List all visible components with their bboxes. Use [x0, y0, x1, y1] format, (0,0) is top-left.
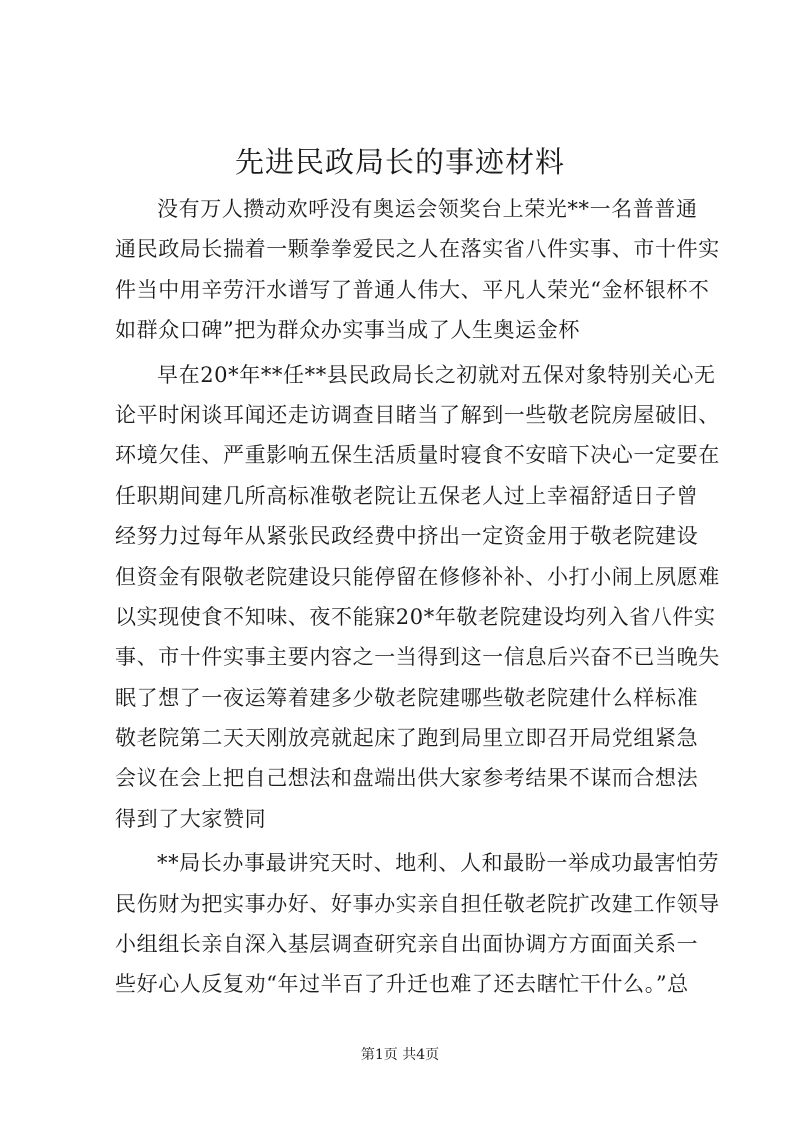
text-line: 没有万人攒动欢呼没有奥运会领奖台上荣光**一名普普通 — [157, 197, 698, 221]
text-line: 眠了想了一夜运筹着建多少敬老院建哪些敬老院建什么样标准 — [115, 685, 699, 710]
paragraph — [115, 355, 720, 840]
text-line: 但资金有限敬老院建设只能停留在修修补补、小打小闹上夙愿难 — [115, 564, 720, 589]
text-line: 早在20*年**任**县民政局长之初就对五保对象特别关心无 — [157, 362, 716, 387]
text-line: 如群众口碑”把为群众办实事当成了人生奥运金杯 — [115, 318, 580, 343]
text-line: 经努力过每年从紧张民政经费中挤出一定资金用于敬老院建设 — [115, 524, 699, 549]
text-line: **局长办事最讲究天时、地利、人和最盼一举成功最害怕劳 — [157, 851, 720, 876]
text-line: 事、市十件实事主要内容之一当得到这一信息后兴奋不已当晚失 — [115, 645, 720, 670]
paragraph — [115, 843, 720, 1005]
text-line: 环境欠佳、严重影响五保生活质量时寝食不安暗下决心一定要在 — [115, 443, 720, 468]
text-line: 任职期间建几所高标准敬老院让五保老人过上幸福舒适日子曾 — [115, 483, 699, 508]
paragraph — [115, 189, 720, 351]
text-line: 通民政局长揣着一颗拳拳爱民之人在落实省八件实事、市十件实 — [115, 237, 720, 262]
text-line: 件当中用辛劳汗水谱写了普通人伟大、平凡人荣光“金杯银杯不 — [115, 277, 710, 302]
text-line: 论平时闲谈耳闻还走访调查目睹当了解到一些敬老院房屋破旧、 — [115, 402, 720, 427]
text-line: 得到了大家赞同 — [115, 806, 267, 831]
text-line: 以实现使食不知味、夜不能寐20*年敬老院建设均列入省八件实 — [115, 604, 716, 629]
document-title: 先进民政局长的事迹材料 — [234, 145, 565, 179]
text-line: 民伤财为把实事办好、好事办实亲自担任敬老院扩改建工作领导 — [115, 891, 720, 916]
text-line: 些好心人反复劝“年过半百了升迁也难了还去瞎忙干什么。”总 — [115, 972, 689, 997]
text-line: 敬老院第二天天刚放亮就起床了跑到局里立即召开局党组紧急 — [115, 726, 699, 751]
text-line: 小组组长亲自深入基层调查研究亲自出面协调方方面面关系一 — [115, 932, 699, 957]
text-line: 会议在会上把自己想法和盘端出供大家参考结果不谋而合想法 — [115, 766, 699, 791]
page-footer: 第1页 共4页 — [360, 1047, 440, 1063]
document-body — [115, 189, 720, 1005]
